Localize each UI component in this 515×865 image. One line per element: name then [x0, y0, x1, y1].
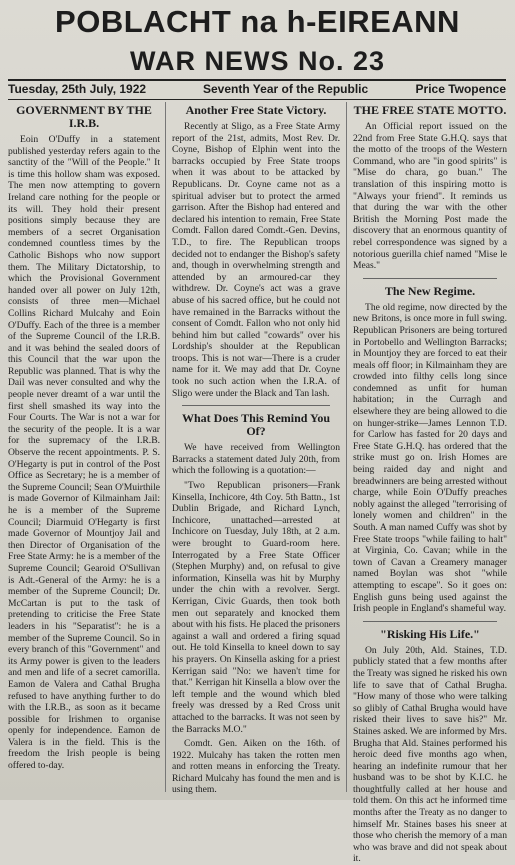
article-body: We have received from Wellington Barracks a statement dated July 20th, from which the following is a quotation:—	[172, 442, 340, 477]
article-heading: The New Regime.	[384, 283, 476, 298]
article-body: On July 20th, Ald. Staines, T.D. publicly stated that a few months after the Treaty was signed he risked his own life to save that of Cathal Brugha. "How many of those who were talking so glibly of Cathal Brugha would have risked their lives to save his?" Mr. Staines asked. We are informed by Mrs. Brugha that Ald. Staines performed his heroic deed five months ago when, hearing an indefinite rumour that her husband was to be shot by K.I.C. he thoughtfully called at her house and told them. On this act he informed time months after the Treaty as no danger to himself Mr. Staines bases his sneer at those who cherish the memory of a man who was brave and did not speak about it.	[353, 644, 507, 865]
masthead-rule-bottom	[8, 99, 506, 100]
column-divider	[165, 102, 166, 792]
column-3	[353, 103, 507, 865]
article-body: The old regime, now directed by the new Britons, is once more in full swing. Republican Prisoners are being tortured in Portobello and Wellington Barracks; in Mountjoy they are forced to eat their meals off floor; in Kilmainham they are crowded into filthy cells long since condemned as unfit for human habitation; in the Curragh and elsewhere they are being allowed to die on hunger-strike—James Lennon T.D. for Carlow has fasted for 20 days and Free State G.H.Q. has ordered that the strike must go on. Irish Homes are being raided day and night and breadwinners are being arrested without charge, while Eoin O'Duffy preaches nobly against the alleged "terrorising of lonely women and children" in the South. A man named Cuffy was shot by Free State troops "while failing to halt" at Virginia, Co. Cavan; while in the town of Cavan a Creamery manager named Boylan was shot "while attempting to escape". So it goes on: English guns being used against the Irish people in England's shameful way.	[353, 301, 507, 615]
article-body: An Official report issued on the 22nd from Free State G.H.Q. says that the motto of the troops of the Western Command, who are "in good spirits" is "Mise do chara, go buan." The translation of this inspiring motto is "Always your friend". It reminds us that during the war with the other British the Morning Post made the discovery that an enormous quantity of rebel correspondence was signed by a notorious guerilla chief named "Mise le Meas."	[353, 121, 507, 272]
issue-date: Tuesday, 25th July, 1922	[8, 82, 147, 96]
article-divider	[363, 278, 497, 279]
republic-year: Seventh Year of the Republic	[203, 82, 369, 96]
masthead-subtitle: WAR NEWS No. 23	[129, 46, 386, 76]
dateline	[8, 82, 506, 98]
column-divider	[346, 102, 347, 792]
column-1	[8, 104, 160, 794]
price: Price Twopence	[415, 82, 506, 96]
column-2	[172, 104, 340, 794]
article-divider	[363, 621, 497, 622]
masthead-rule-top	[8, 79, 506, 81]
article-heading: THE FREE STATE MOTTO.	[353, 103, 507, 117]
article-quote: "Two Republican prisoners—Frank Kinsella, Inchicore, 4th Coy. 5th Battn., 1st Dublin Brigade, and Richard Lynch, Inchicore, unattached—arrested at Inchicore on Tuesday, July 18th, at 2 a.m. were brought to Guard-room here. Interrogated by a Free State Officer (Stephen Murphy) and, on refusal to give information, Kinsella was hit by Murphy under the chin with a revolver. Sergt. Kerrigan, Civic Guards, then took both men out separately and knocked them about with his fists. He placed the prisoners against a wall and ordered a firing squad out. He told Kinsella to kneel down to say his prayers. On Kinsella asking for a priest Kerrigan said "No: we haven't time for that." Kerrigan hit Kinsella a blow over the left temple and the wound which bled freely was dressed by a Red Cross unit attached to the barracks. It was not seen by the Barracks M.O."	[172, 480, 340, 735]
article-heading: Another Free State Victory.	[185, 103, 327, 117]
article-divider	[182, 405, 330, 406]
article-heading: GOVERNMENT BY THE I.R.B.	[16, 103, 152, 130]
article-heading: What Does This Remind You Of?	[181, 411, 331, 439]
article-body: Comdt. Gen. Aiken on the 16th. of 1922. Mulcahy has taken the rotten men and rotten means in enforcing the Treaty. Richard Mulcahy has found the men and is using them.	[172, 738, 340, 796]
masthead-title: POBLACHT na h-EIREANN	[55, 4, 460, 39]
article-heading: "Risking His Life."	[380, 626, 480, 641]
article-body: Eoin O'Duffy in a statement published yesterday refers again to the sanctity of the "Will of the People." It is time this hollow sham was exposed. The men now attempting to govern Ireland care nothing for the people or its will. They hold their present positions simply because they are members of a secret Organisation condemned countless times by the Catholic Bishops who now support them. The Military Dictatorship, to which the Provisional Government handed over all power on July 12th, consists of three men—Michael Collins Richard Mulcahy and Eoin O'Duffy. Each of the three is a member of the Supreme Council of the I.R.B. and it was behind the sealed doors of this Council that the war upon the Republic was planned. That is why the Dail was never consulted and why the people never dreamt of a war until the first shell smashed its way into the Four Courts. The War is not a war for the security of the people. It is a war for the supremacy of the I.R.B. Observe the recent appointments. P. S. O'Hegarty is put in control of the Post Office as Secretary; he is a member of the Supreme Council; Sean O'Muirthile is made Governor of Kilmainham Jail: he is a member of the Supreme Council; Diarmuid O'Hegarty is first made Governor of Mountjoy Jail and then Director of Organisation of the Free State Army: he is a member of the Supreme Council; Gearoid O'Sullivan is Adt.-General of the Army: he is a member of the Supreme Council; Dr. McCartan is put to the task of pretending to criticise the Free State leaders in his "Separatist": he is a member of the Supreme Council. So in every branch of this "Government" and its Army power is given to the leaders and men and life of a secret camorilla. Eamon de Valera and Cathal Brugha refused to have anything further to do with the I.R.B., as soon as it became possible for Irishmen to organise openly for independence. Eamon de Valera is in the field. This is the freedom the Irish people is being offered to-day.	[8, 134, 161, 772]
article-body: Recently at Sligo, as a Free State Army report of the 21st, admits, Most Rev. Dr. Coyne, Bishop of Elphin went into the barracks occupied by Free State troops when it was about to be attacked by Republicans. Dr. Coyne came not as a spiritual adviser but to protect the armed garrison. After the Bishop had entered and declared his intention to remain, Free State Comdt. Fallon dared Comdt.-Gen. Devins, T.D., to fire. The Republican troops decided not to endanger the Bishop's safety and, though in overwhelming strength and attended by an armoured-car they withdrew. Dr. Coyne's act was a grave abuse of his sacred office, but he could not have remained in the Barracks without the consent of Comdt. Fallon who not only hid behind him but called "cowards" over his Lordship's shoulder at the Republican troops. This is not war—There is a cruder name for it. We may add that Dr. Coyne took no such action when the I.R.A. of Sligo were under the Black and Tan lash.	[172, 121, 340, 399]
